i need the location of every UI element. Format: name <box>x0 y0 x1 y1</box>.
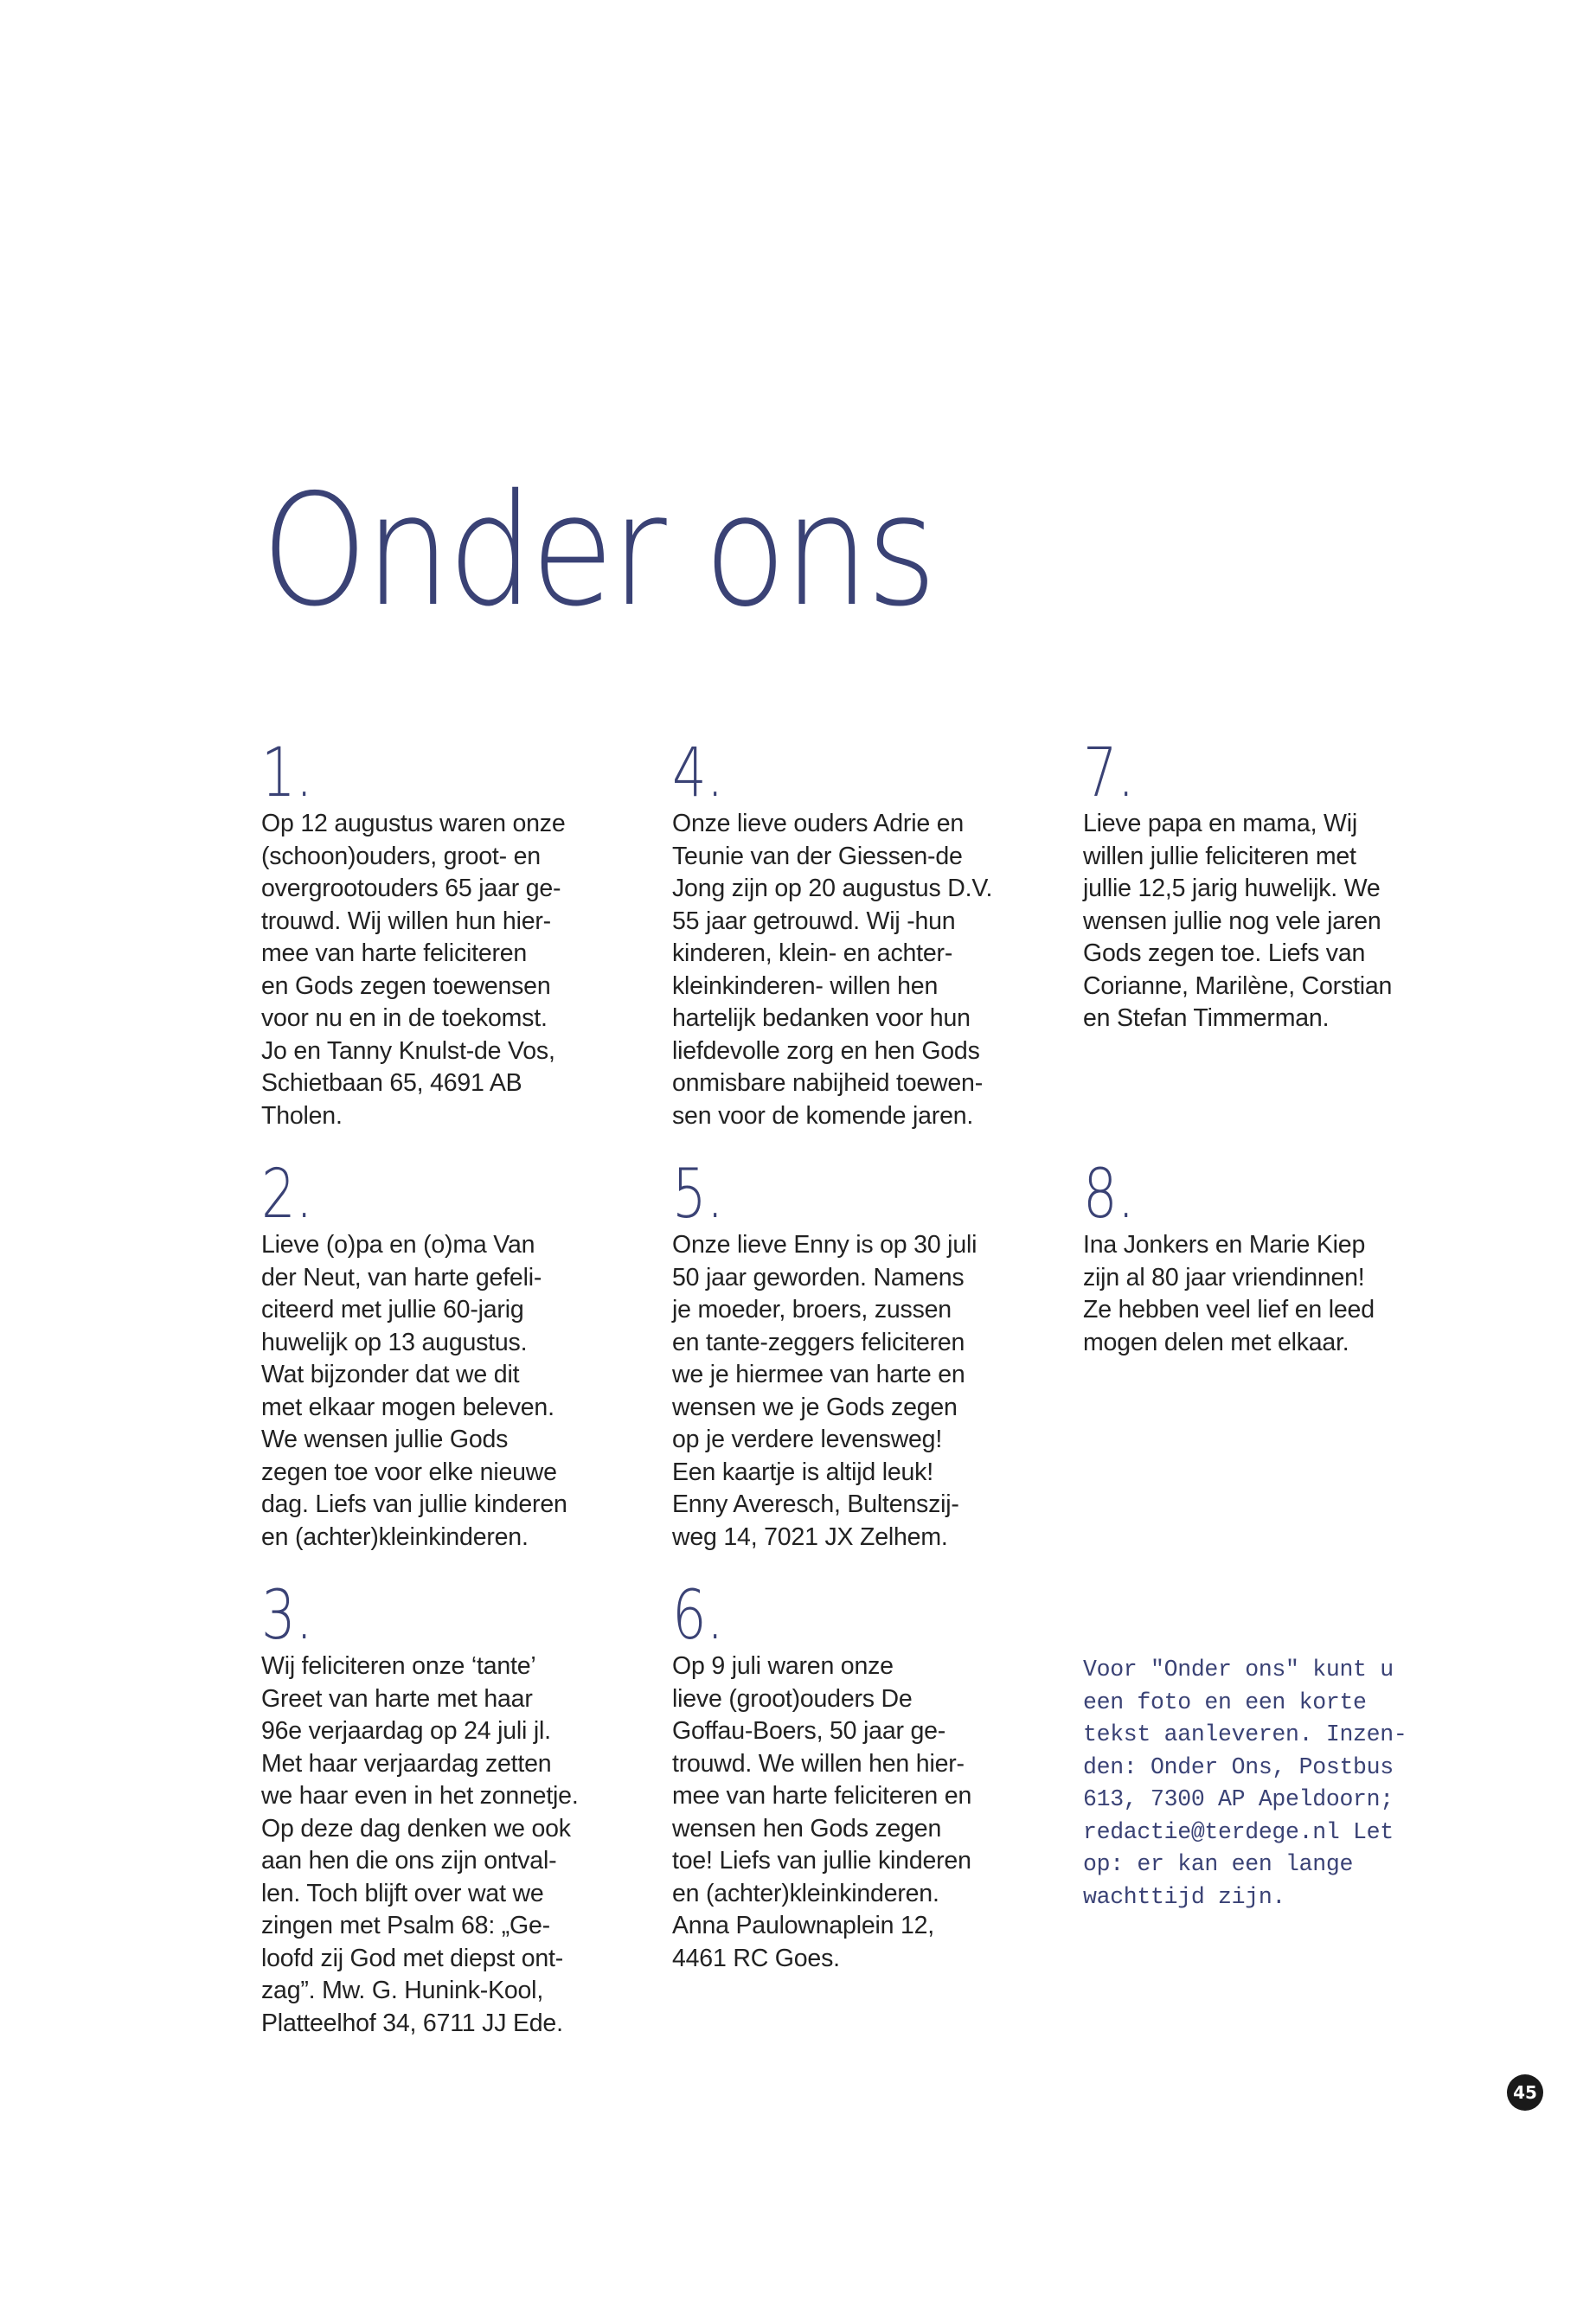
entry-number: 5. <box>672 1156 724 1234</box>
entry-text: Lieve papa en mama, Wij willen jullie feliciteren met jullie 12,5 jarig huwelijk. We wensen jullie nog vele jaren Gods zegen toe. Liefs van Corianne, Marilène, Corstian en Stefan Timmerman. <box>1083 810 1393 1032</box>
entry-number: 1. <box>261 734 313 812</box>
entry-text: Op 12 augustus waren onze (schoon)ouders, groot- en overgrootouders 65 jaar ge- trouwd. Wij willen hun hier- mee van harte feliciteren en Gods zegen toewensen voor nu en in de toekomst. Jo en Tanny Knulst-de Vos, Schietbaan 65, 4691 AB Tholen. <box>261 810 566 1130</box>
entry-5 <box>672 1156 1035 1554</box>
entry-text: Op 9 juli waren onze lieve (groot)ouders De Goffau-Boers, 50 jaar ge- trouwd. We willen hen hier- mee van harte feliciteren en wensen hen Gods zegen toe! Liefs van jullie kinderen en (achter)kleinkinderen. Anna Paulownaplein 12, 4461 RC Goes. <box>672 1652 972 1972</box>
entry-number: 7. <box>1083 734 1135 812</box>
submission-note: Voor "Onder ons" kunt u een foto en een korte tekst aanleveren. Inzen- den: Onder Ons, Postbus 613, 7300 AP Apeldoorn; redactie@terdege.nl Let op: er kan een lange wachttijd zijn. <box>1083 1657 1407 1910</box>
entry-number: 6. <box>672 1577 724 1655</box>
entry-4 <box>672 734 1035 1132</box>
entry-6 <box>672 1577 1035 1975</box>
entry-text: Onze lieve ouders Adrie en Teunie van der Giessen-de Jong zijn op 20 augustus D.V. 55 jaar getrouwd. Wij -hun kinderen, klein- en achter- kleinkinderen- willen hen hartelijk bedanken voor hun liefdevolle zorg en hen Gods onmisbare nabijheid toewen- sen voor de komende jaren. <box>672 810 993 1130</box>
entry-number: 4. <box>672 734 724 812</box>
entry-1 <box>261 734 625 1132</box>
entry-text: Onze lieve Enny is op 30 juli 50 jaar geworden. Namens je moeder, broers, zussen en tante-zeggers feliciteren we je hiermee van harte en wensen we je Gods zegen op je verdere levensweg! Een kaartje is altijd leuk! Enny Averesch, Bultenszij- weg 14, 7021 JX Zelhem. <box>672 1231 977 1551</box>
entry-8 <box>1083 1156 1446 1359</box>
entry-number: 3. <box>261 1577 313 1655</box>
entry-number: 2. <box>261 1156 313 1234</box>
entry-text: Lieve (o)pa en (o)ma Van der Neut, van harte gefeli- citeerd met jullie 60-jarig huwelijk op 13 augustus. Wat bijzonder dat we dit met elkaar mogen beleven. We wensen jullie Gods zegen toe voor elke nieuwe dag. Liefs van jullie kinderen en (achter)kleinkinderen. <box>261 1231 567 1551</box>
entry-number: 8. <box>1083 1156 1135 1234</box>
entry-text: Wij feliciteren onze ‘tante’ Greet van harte met haar 96e verjaardag op 24 juli jl. Met haar verjaardag zetten we haar even in het zonnetje. Op deze dag denken we ook aan hen die ons zijn ontval- len. Toch blijft over wat we zingen met Psalm 68: „Ge- loofd zij God met diepst ont- zag”. Mw. G. Hunink-Kool, Platteelhof 34, 6711 JJ Ede. <box>261 1652 579 2037</box>
page-title: Onder ons <box>261 461 934 640</box>
entry-2 <box>261 1156 625 1554</box>
entry-7 <box>1083 734 1446 1035</box>
page-number-badge: 45 <box>1507 2074 1543 2111</box>
entry-text: Ina Jonkers en Marie Kiep zijn al 80 jaar vriendinnen! Ze hebben veel lief en leed mogen delen met elkaar. <box>1083 1231 1375 1356</box>
entry-3 <box>261 1577 625 2040</box>
